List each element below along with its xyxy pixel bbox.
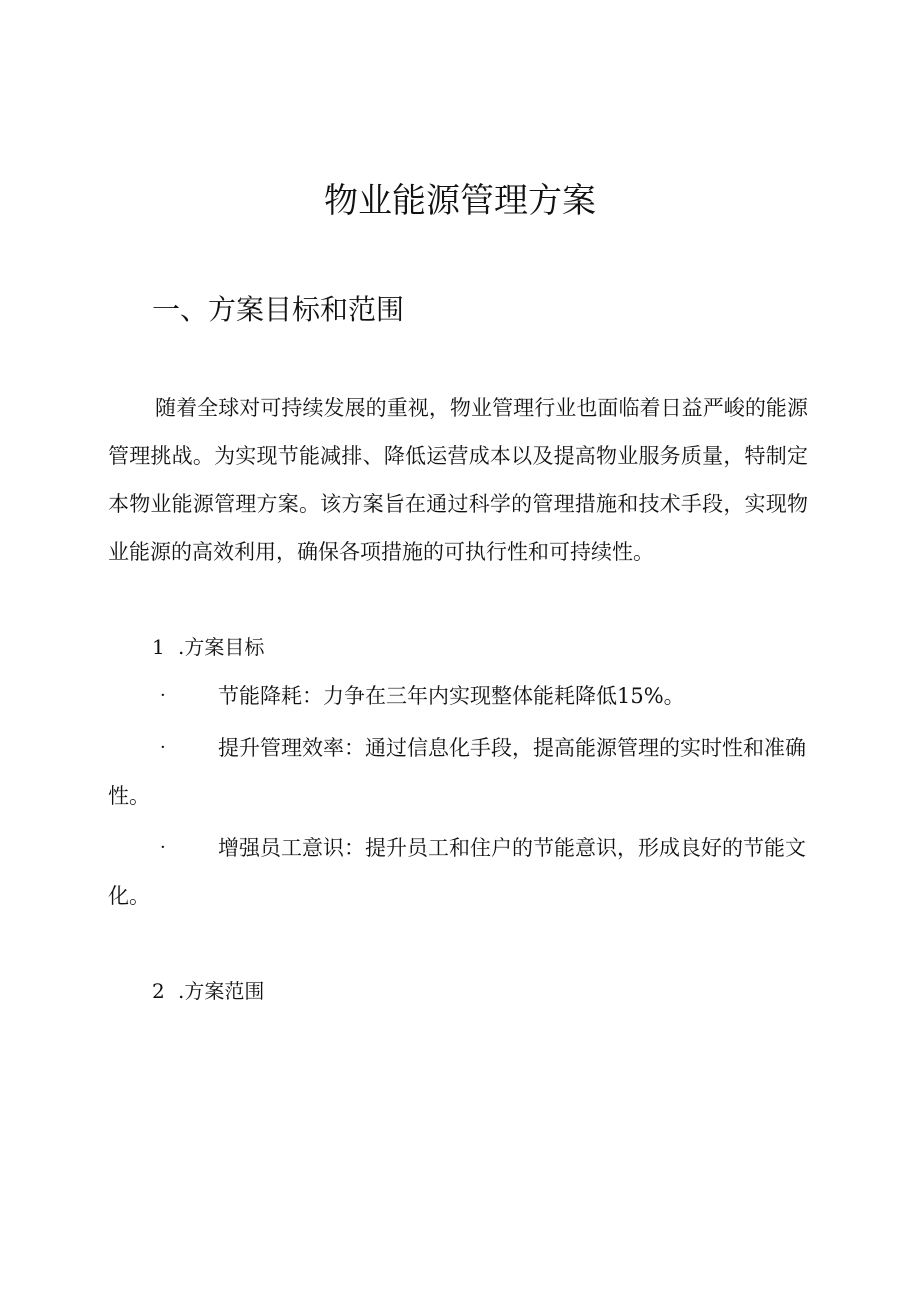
subsection-label: .方案范围	[178, 979, 265, 1003]
subsection-number: 2	[152, 979, 165, 1003]
list-item-text: 提升管理效率：通过信息化手段，提高能源管理的实时性和准确性。	[108, 736, 806, 808]
document-title: 物业能源管理方案	[324, 181, 596, 221]
bullet-marker: ·	[160, 737, 166, 758]
bullet-marker: ·	[160, 685, 166, 706]
list-item	[108, 824, 808, 920]
list-item	[108, 672, 808, 720]
list-item-text: 节能降耗：力争在三年内实现整体能耗降低15%。	[218, 684, 685, 708]
goals-list	[108, 672, 808, 924]
subsection-heading-scope	[152, 975, 264, 1007]
subsection-label: .方案目标	[178, 635, 265, 659]
subsection-heading-goals	[152, 631, 264, 663]
bullet-marker: ·	[160, 837, 166, 858]
subsection-number: 1	[152, 635, 165, 659]
intro-paragraph: 随着全球对可持续发展的重视，物业管理行业也面临着日益严峻的能源管理挑战。为实现节能减排、降低运营成本以及提高物业服务质量，特制定本物业能源管理方案。该方案旨在通过科学的管理措施和技术手段，实现物业能源的高效利用，确保各项措施的可执行性和可持续性。	[108, 396, 808, 564]
list-item	[108, 724, 808, 820]
list-item-text: 增强员工意识：提升员工和住户的节能意识，形成良好的节能文化。	[108, 836, 806, 908]
section-heading: 一、方案目标和范围	[152, 293, 405, 326]
